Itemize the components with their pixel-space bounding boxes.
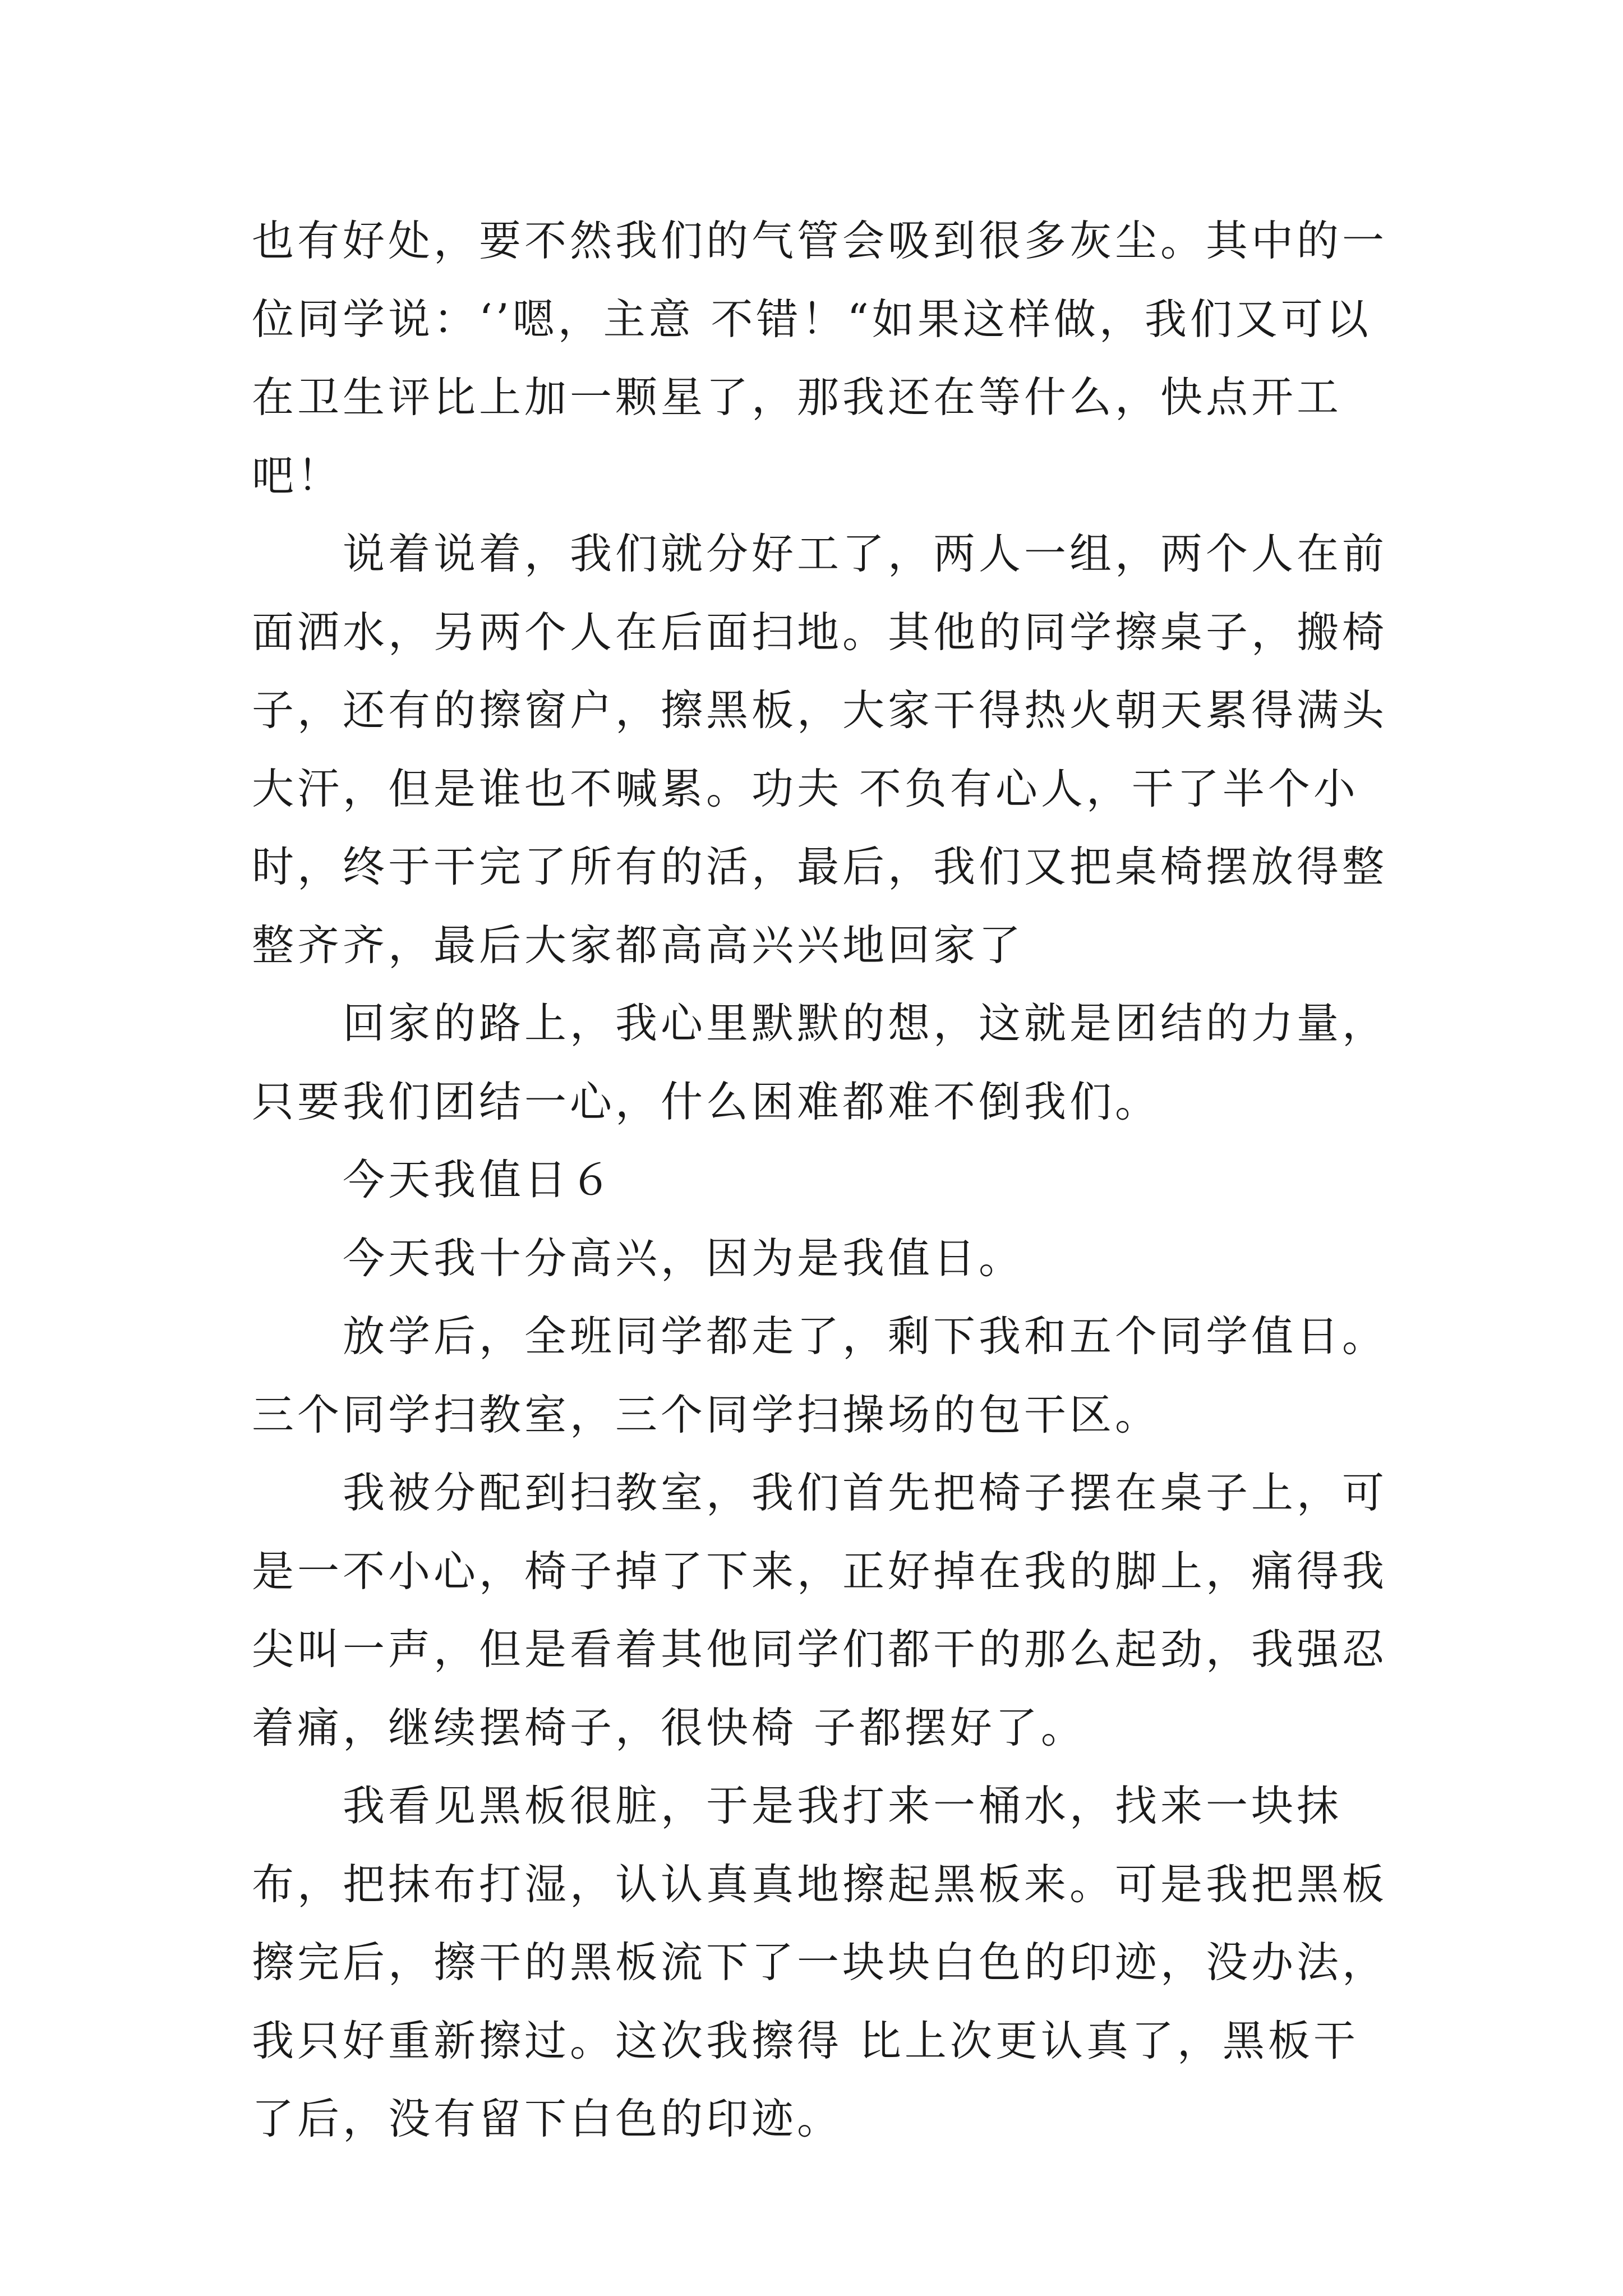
- paragraph-2: 说着说着，我们就分好工了，两人一组，两个人在前面洒水，另两个人在后面扫地。其他的同学擦桌子，搬椅子，还有的擦窗户，擦黑板，大家干得热火朝天累得满头大汗，但是谁也不喊累。功夫 不负有心人，干了半个小时，终于干完了所有的活，最后，我们又把桌椅摆放得整整齐齐，最后大家都高高兴兴地回家了: [252, 529, 1388, 970]
- paragraph-1: 也有好处，要不然我们的气管会吸到很多灰尘。其中的一位同学说：‘’嗯，主意 不错！“如果这样做，我们又可以在卫生评比上加一颗星了，那我还在等什么，快点开工吧！: [252, 216, 1388, 500]
- document-body: [252, 202, 1394, 2159]
- paragraph-6: 放学后，全班同学都走了，剩下我和五个同学值日。三个同学扫教室，三个同学扫操场的包干区。: [252, 1312, 1388, 1439]
- paragraph-8: 我看见黑板很脏，于是我打来一桶水，找来一块抹布，把抹布打湿，认认真真地擦起黑板来。可是我把黑板擦完后，擦干的黑板流下了一块块白色的印迹，没办法，我只好重新擦过。这次我擦得 比上次更认真了，黑板干了后，没有留下白色的印迹。: [252, 1781, 1388, 2143]
- paragraph-5: 今天我十分高兴，因为是我值日。: [343, 1233, 1025, 1283]
- section-heading: 今天我值日６: [343, 1155, 616, 1204]
- paragraph-7: 我被分配到扫教室，我们首先把椅子摆在桌子上，可是一不小心，椅子掉了下来，正好掉在我的脚上，痛得我尖叫一声，但是看着其他同学们都干的那么起劲，我强忍着痛，继续摆椅子，很快椅 子都摆好了。: [252, 1468, 1388, 1752]
- paragraph-3: 回家的路上，我心里默默的想，这就是团结的力量，只要我们团结一心，什么困难都难不倒我们。: [252, 999, 1388, 1126]
